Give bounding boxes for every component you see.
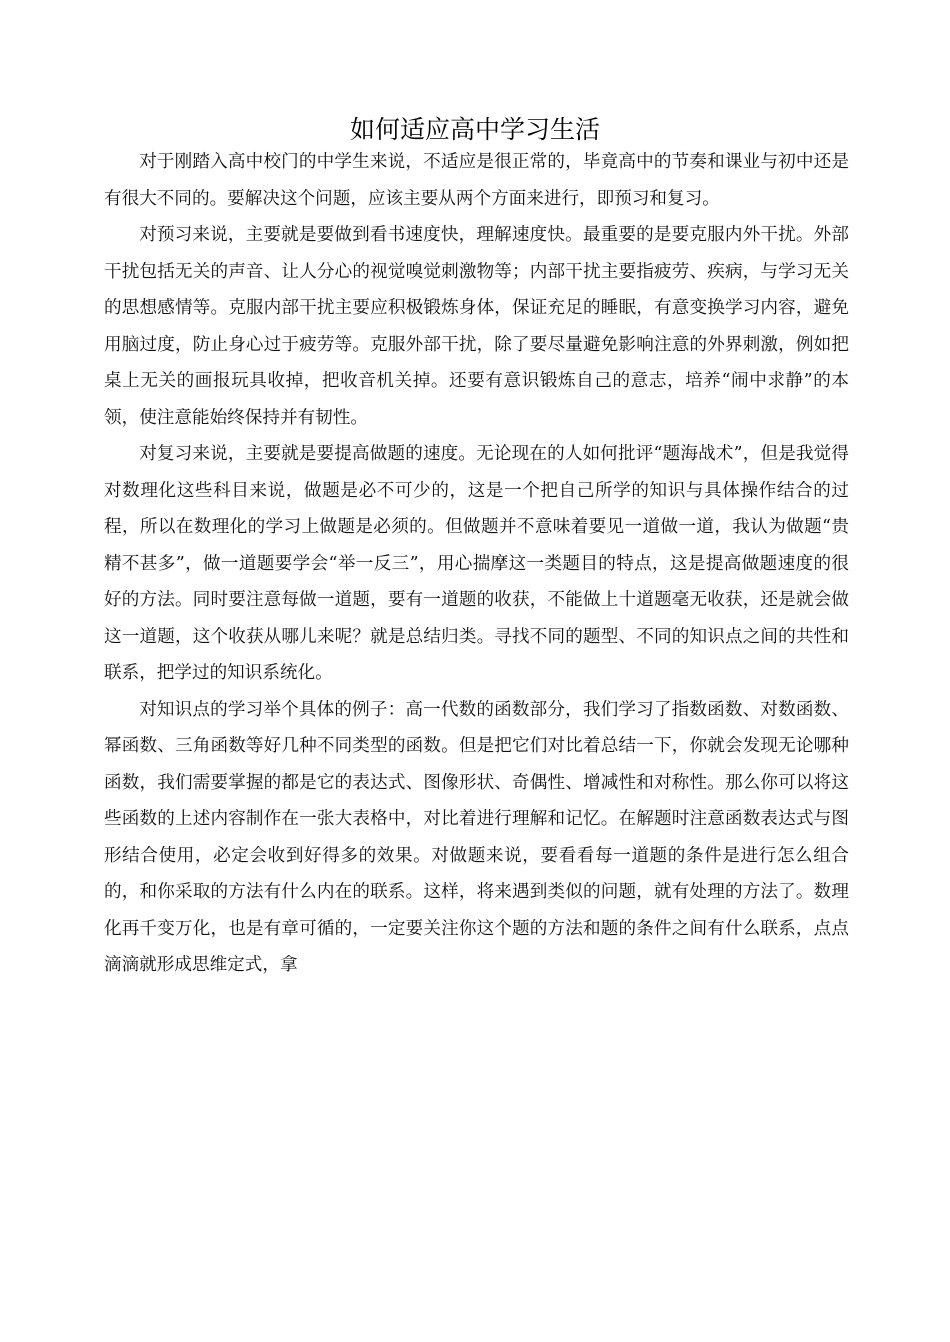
- document-title: 如何适应高中学习生活: [349, 115, 600, 144]
- document-body: [104, 144, 849, 984]
- paragraph-intro: 对于刚踏入高中校门的中学生来说，不适应是很正常的，毕竟高中的节奏和课业与初中还是有很大不同的。要解决这个问题，应该主要从两个方面来进行，即预习和复习。: [104, 152, 849, 209]
- paragraph-preview: 对预习来说，主要就是要做到看书速度快，理解速度快。最重要的是要克服内外干扰。外部干扰包括无关的声音、让人分心的视觉嗅觉刺激物等；内部干扰主要指疲劳、疾病，与学习无关的思想感情等。克服内部干扰主要应积极锻炼身体，保证充足的睡眠，有意变换学习内容，避免用脑过度，防止身心过于疲劳等。克服外部干扰，除了要尽量避免影响注意的外界刺激，例如把桌上无关的画报玩具收掉，把收音机关掉。还要有意识锻炼自己的意志，培养“闹中求静”的本领，使注意能始终保持并有韧性。: [104, 225, 849, 428]
- paragraph-example: 对知识点的学习举个具体的例子：高一代数的函数部分，我们学习了指数函数、对数函数、幂函数、三角函数等好几种不同类型的函数。但是把它们对比着总结一下，你就会发现无论哪种函数，我们需要掌握的都是它的表达式、图像形状、奇偶性、增减性和对称性。那么你可以将这些函数的上述内容制作在一张大表格中，对比着进行理解和记忆。在解题时注意函数表达式与图形结合使用，必定会收到好得多的效果。对做题来说，要看看每一道题的条件是进行怎么组合的，和你采取的方法有什么内在的联系。这样，将来遇到类似的问题，就有处理的方法了。数理化再千变万化，也是有章可循的，一定要关注你这个题的方法和题的条件之间有什么联系，点点滴滴就形成思维定式，拿: [104, 699, 849, 975]
- paragraph-review: 对复习来说，主要就是要提高做题的速度。无论现在的人如何批评“题海战术”，但是我觉得对数理化这些科目来说，做题是必不可少的，这是一个把自己所学的知识与具体操作结合的过程，所以在数理化的学习上做题是必须的。但做题并不意味着要见一道做一道，我认为做题“贵精不甚多”，做一道题要学会“举一反三”，用心揣摩这一类题目的特点，这是提高做题速度的很好的方法。同时要注意每做一道题，要有一道题的收获，不能做上十道题毫无收获，还是就会做这一道题，这个收获从哪儿来呢？就是总结归类。寻找不同的题型、不同的知识点之间的共性和联系，把学过的知识系统化。: [104, 444, 849, 683]
